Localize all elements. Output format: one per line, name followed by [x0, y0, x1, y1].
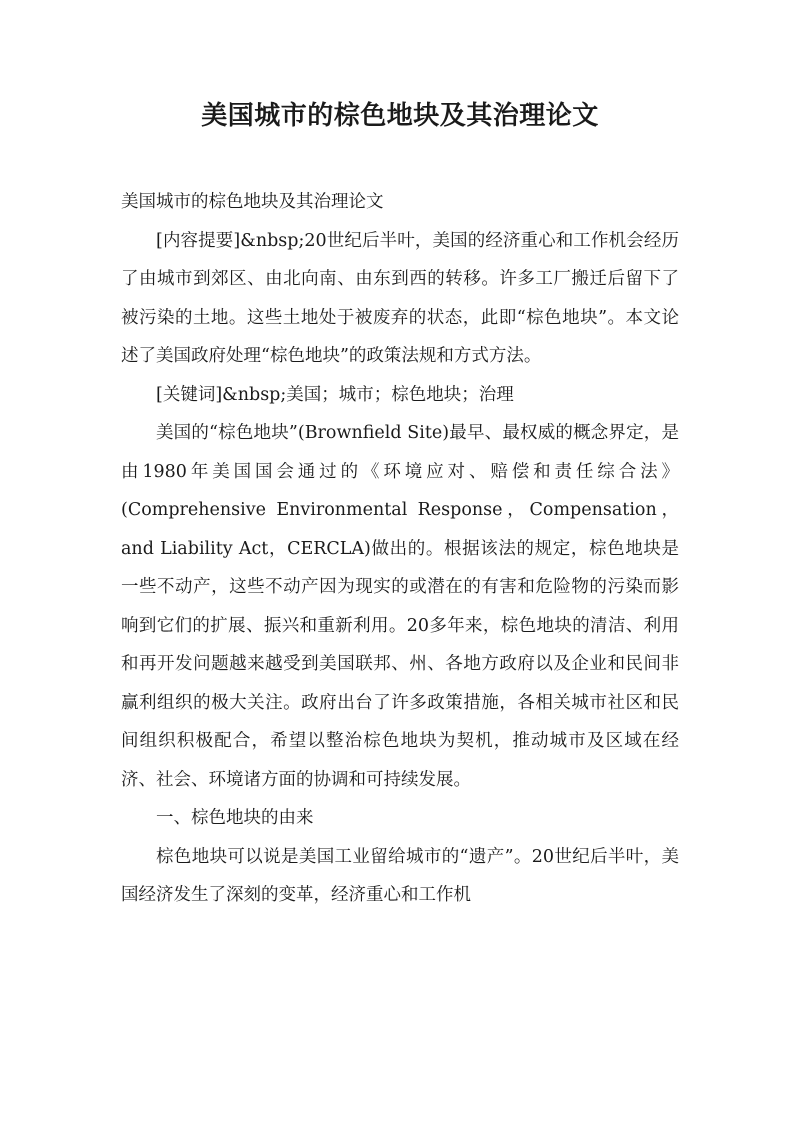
section-heading-origin: 一、棕色地块的由来 [156, 808, 314, 828]
paragraph-keywords: [关键词]&nbsp;美国；城市；棕色地块；治理 [156, 384, 514, 405]
document-title: 美国城市的棕色地块及其治理论文 [201, 101, 599, 131]
paragraph-subtitle: 美国城市的棕色地块及其治理论文 [121, 192, 384, 212]
document-body [121, 183, 679, 915]
paragraph-origin: 棕色地块可以说是美国工业留给城市的“遗产”。20世纪后半叶，美国经济发生了深刻的变革，经济重心和工作机 [121, 846, 679, 905]
paragraph-abstract: [内容提要]&nbsp;20世纪后半叶，美国的经济重心和工作机会经历了由城市到郊区、由北向南、由东到西的转移。许多工厂搬迁后留下了被污染的土地。这些土地处于被废弃的状态，此即“棕色地块”。本文论述了美国政府处理“棕色地块”的政策法规和方式方法。 [121, 230, 679, 366]
paragraph-definition: 美国的“棕色地块”(Brownfield Site)最早、最权威的概念界定，是由1980年美国国会通过的《环境应对、赔偿和责任综合法》(Comprehensive Environmental Response，Compensation，and Liability Act，CERCLA)做出的。根据该法的规定，棕色地块是一些不动产，这些不动产因为现实的或潜在的有害和危险物的污染而影响到它们的扩展、振兴和重新利用。20多年来，棕色地块的清洁、利用和再开发问题越来越受到美国联邦、州、各地方政府以及企业和民间非赢利组织的极大关注。政府出台了许多政策措施，各相关城市社区和民间组织积极配合，希望以整治棕色地块为契机，推动城市及区域在经济、社会、环境诸方面的协调和可持续发展。 [121, 423, 679, 790]
